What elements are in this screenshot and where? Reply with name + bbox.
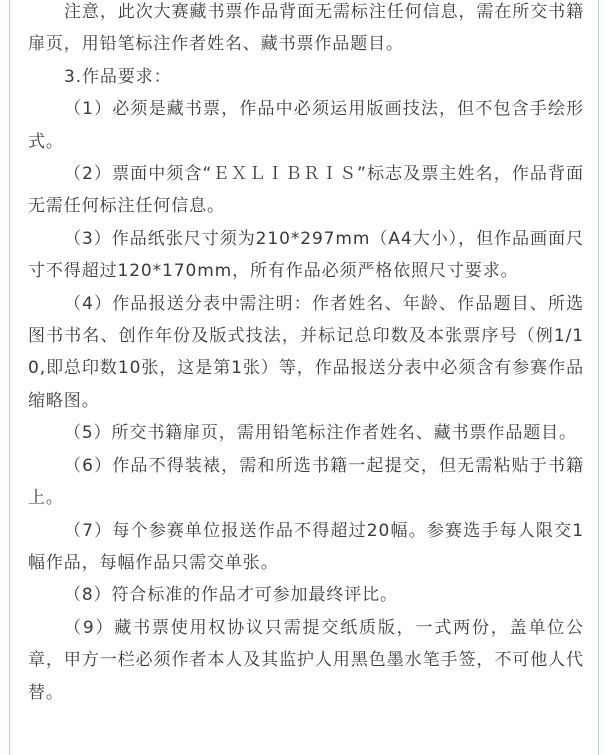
right-border-line [598,0,599,755]
note-paragraph: 注意，此次大赛藏书票作品背面无需标注任何信息，需在所交书籍扉页，用铅笔标注作者姓名、藏书票作品题目。 [28,2,584,55]
requirement-item-3: （3）作品纸张尺寸须为210*297mm（A4大小），但作品画面尺寸不得超过120*170mm，所有作品必须严格依照尺寸要求。 [28,228,584,282]
requirement-item-7: （7）每个参赛单位报送作品不得超过20幅。参赛选手每人限交1幅作品，每幅作品只需交单张。 [28,520,584,573]
requirement-item-9: （9）藏书票使用权协议只需提交纸质版，一式两份，盖单位公章，甲方一栏必须作者本人及其监护人用黑色墨水笔手签，不可他人代替。 [28,617,584,703]
requirement-item-1: （1）必须是藏书票，作品中必须运用版画技法，但不包含手绘形式。 [28,99,584,152]
requirement-item-4: （4）作品报送分表中需注明：作者姓名、年龄、作品题目、所选图书书名、创作年份及版式技法，并标记总印数及本张票序号（例1/10,即总印数10张，这是第1张）等，作品报送分表中必须含有参赛作品缩略图。 [28,293,584,411]
requirement-item-8: （8）符合标准的作品才可参加最终评比。 [64,585,398,606]
requirement-item-5: （5）所交书籍扉页，需用铅笔标注作者姓名、藏书票作品题目。 [64,423,577,444]
document-body [28,0,584,709]
left-border-line [9,0,10,755]
section-heading-requirements: 3.作品要求： [64,66,172,87]
requirement-item-2: （2）票面中须含“ＥＸＬＩＢＲＩＳ”标志及票主姓名，作品背面无需任何标注任何信息。 [28,164,584,217]
requirement-item-6: （6）作品不得装裱，需和所选书籍一起提交，但无需粘贴于书籍上。 [28,455,584,509]
